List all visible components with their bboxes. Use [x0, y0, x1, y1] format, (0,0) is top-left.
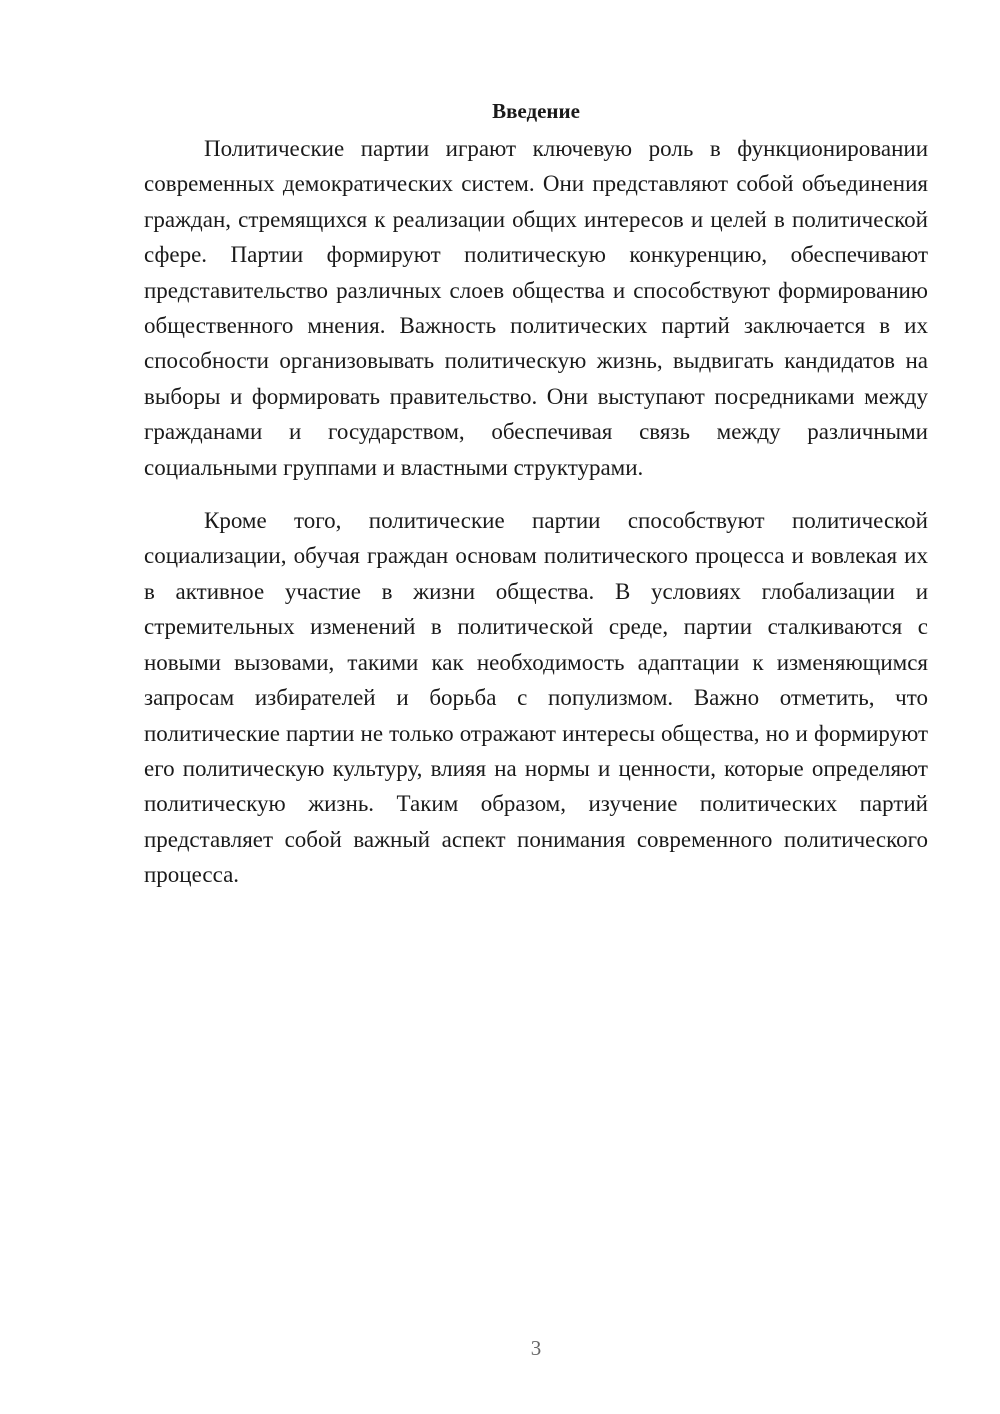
page-content — [144, 96, 928, 893]
page-number: 3 — [530, 1336, 542, 1360]
paragraph-1: Политические партии играют ключевую роль в функционировании современных демократических систем. Они представляют собой объединения граждан, стремящихся к реализации общих интересов и целей в политической сфере. Партии формируют политическую конкуренцию, обеспечивают представительство различных слоев общества и способствуют формированию общественного мнения. Важность политических партий заключается в их способности организовывать политическую жизнь, выдвигать кандидатов на выборы и формировать правительство. Они выступают посредниками между гражданами и государством, обеспечивая связь между различными социальными группами и властными структурами. — [144, 136, 928, 480]
paragraph-2: Кроме того, политические партии способствуют политической социализации, обучая граждан основам политического процесса и вовлекая их в активное участие в жизни общества. В условиях глобализации и стремительных изменений в политической среде, партии сталкиваются с новыми вызовами, такими как необходимость адаптации к изменяющимся запросам избирателей и борьба с популизмом. Важно отметить, что политические партии не только отражают интересы общества, но и формируют его политическую культуру, влияя на нормы и ценности, которые определяют политическую жизнь. Таким образом, изучение политических партий представляет собой важный аспект понимания современного политического процесса. — [144, 508, 928, 888]
section-title: Введение — [492, 99, 580, 123]
